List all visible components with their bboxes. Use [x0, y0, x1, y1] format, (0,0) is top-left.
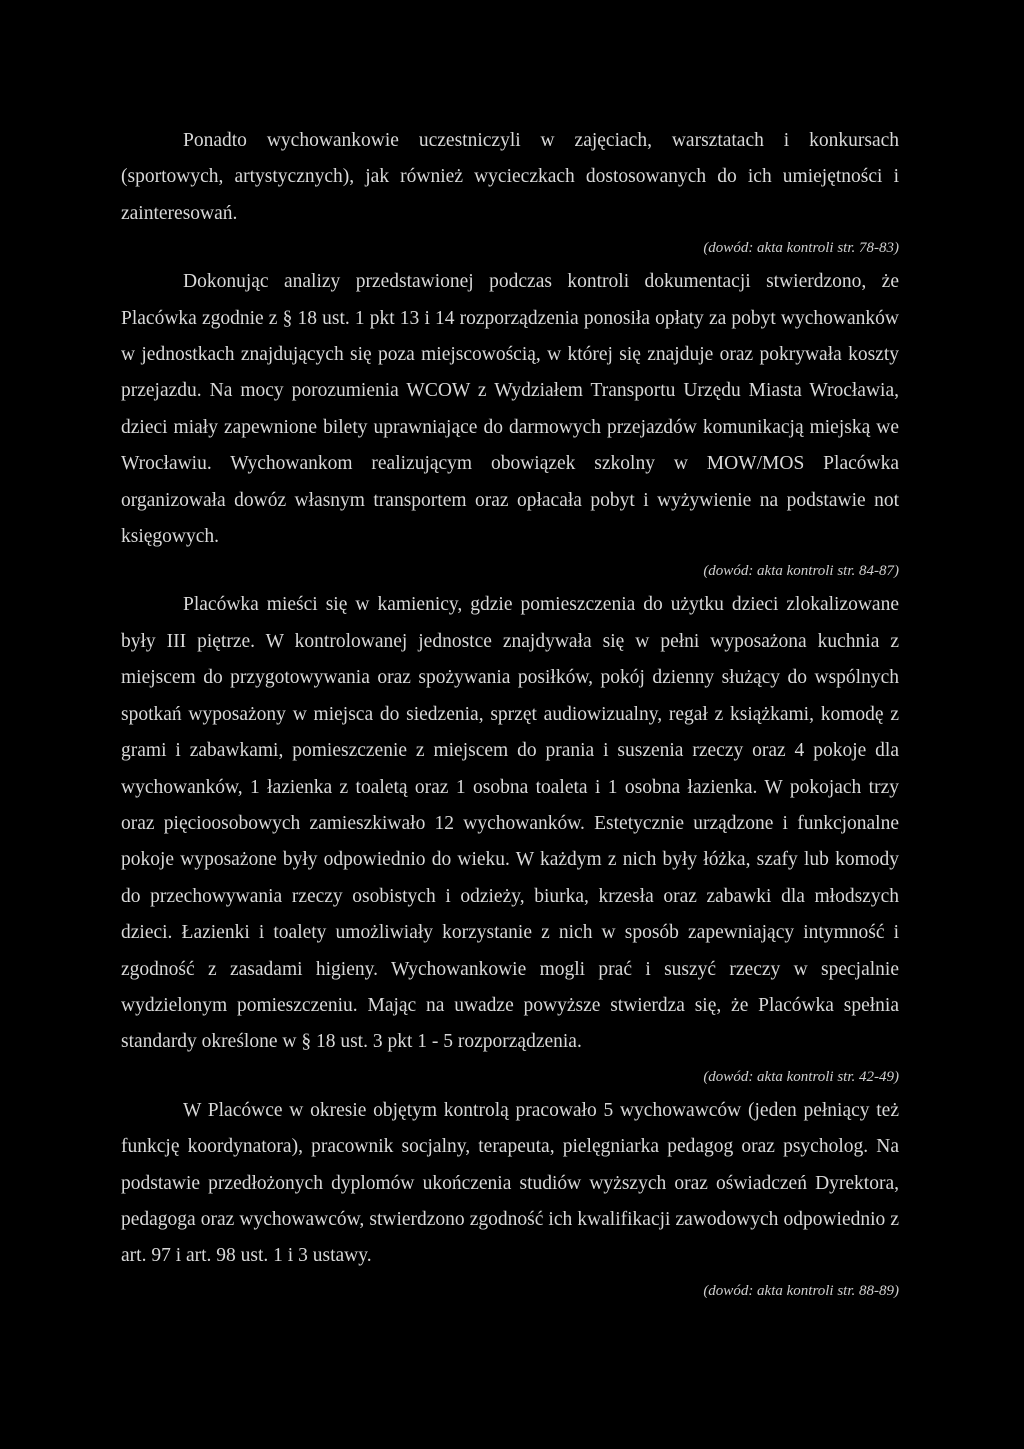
paragraph-premises: Placówka mieści się w kamienicy, gdzie pomieszczenia do użytku dzieci zlokalizowane były III piętrze. W kontrolowanej jednostce znajdywała się w pełni wyposażona kuchnia z miejscem do przygotowywania oraz spożywania posiłków, pokój dzienny służący do wspólnych spotkań wyposażony w miejsca do siedzenia, sprzęt audiowizualny, regał z książkami, komodę z grami i zabawkami, pomieszczenie z miejscem do prania i suszenia rzeczy oraz 4 pokoje dla wychowanków, 1 łazienka z toaletą oraz 1 osobna toaleta i 1 osobna łazienka. W pokojach trzy oraz pięcioosobowych zamieszkiwało 12 wychowanków. Estetycznie urządzone i funkcjonalne pokoje wyposażone były odpowiednio do wieku. W każdym z nich były łóżka, szafy lub komody do przechowywania rzeczy osobistych i odzieży, biurka, krzesła oraz zabawki dla młodszych dzieci. Łazienki i toalety umożliwiały korzystanie z nich w sposób zapewniający intymność i zgodność z zasadami higieny. Wychowankowie mogli prać i suszyć rzeczy w specjalnie wydzielonym pomieszczeniu. Mając na uwadze powyższe stwierdza się, że Placówka spełnia standardy określone w § 18 ust. 3 pkt 1 - 5 rozporządzenia.: [121, 594, 899, 1053]
evidence-reference: (dowód: akta kontroli str. 78-83): [703, 240, 899, 257]
evidence-reference: (dowód: akta kontroli str. 84-87): [703, 563, 899, 580]
evidence-reference: (dowód: akta kontroli str. 42-49): [703, 1068, 899, 1085]
paragraph-staff: W Placówce w okresie objętym kontrolą pracowało 5 wychowawców (jeden pełniący też funkcję koordynatora), pracownik socjalny, terapeuta, pielęgniarka pedagog oraz psycholog. Na podstawie przedłożonych dyplomów ukończenia studiów wyższych oraz oświadczeń Dyrektora, pedagoga oraz wychowawców, stwierdzono zgodność ich kwalifikacji zawodowych odpowiednio z art. 97 i art. 98 ust. 1 i 3 ustawy.: [121, 1099, 899, 1267]
paragraph-fees-transport: Dokonując analizy przedstawionej podczas kontroli dokumentacji stwierdzono, że Placówka zgodnie z § 18 ust. 1 pkt 13 i 14 rozporządzenia ponosiła opłaty za pobyt wychowanków w jednostkach znajdujących się poza miejscowością, w której się znajduje oraz pokrywała koszty przejazdu. Na mocy porozumienia WCOW z Wydziałem Transportu Urzędu Miasta Wrocławia, dzieci miały zapewnione bilety uprawniające do darmowych przejazdów komunikacją miejską we Wrocławiu. Wychowankom realizującym obowiązek szkolny w MOW/MOS Placówka organizowała dowóz własnym transportem oraz opłacała pobyt i wyżywienie na podstawie not księgowych.: [121, 271, 899, 548]
paragraph-activities: Ponadto wychowankowie uczestniczyli w zajęciach, warsztatach i konkursach (sportowych, artystycznych), jak również wycieczkach dostosowanych do ich umiejętności i zainteresowań.: [121, 130, 899, 224]
evidence-reference: (dowód: akta kontroli str. 88-89): [703, 1282, 899, 1299]
document-page: [121, 123, 899, 1307]
